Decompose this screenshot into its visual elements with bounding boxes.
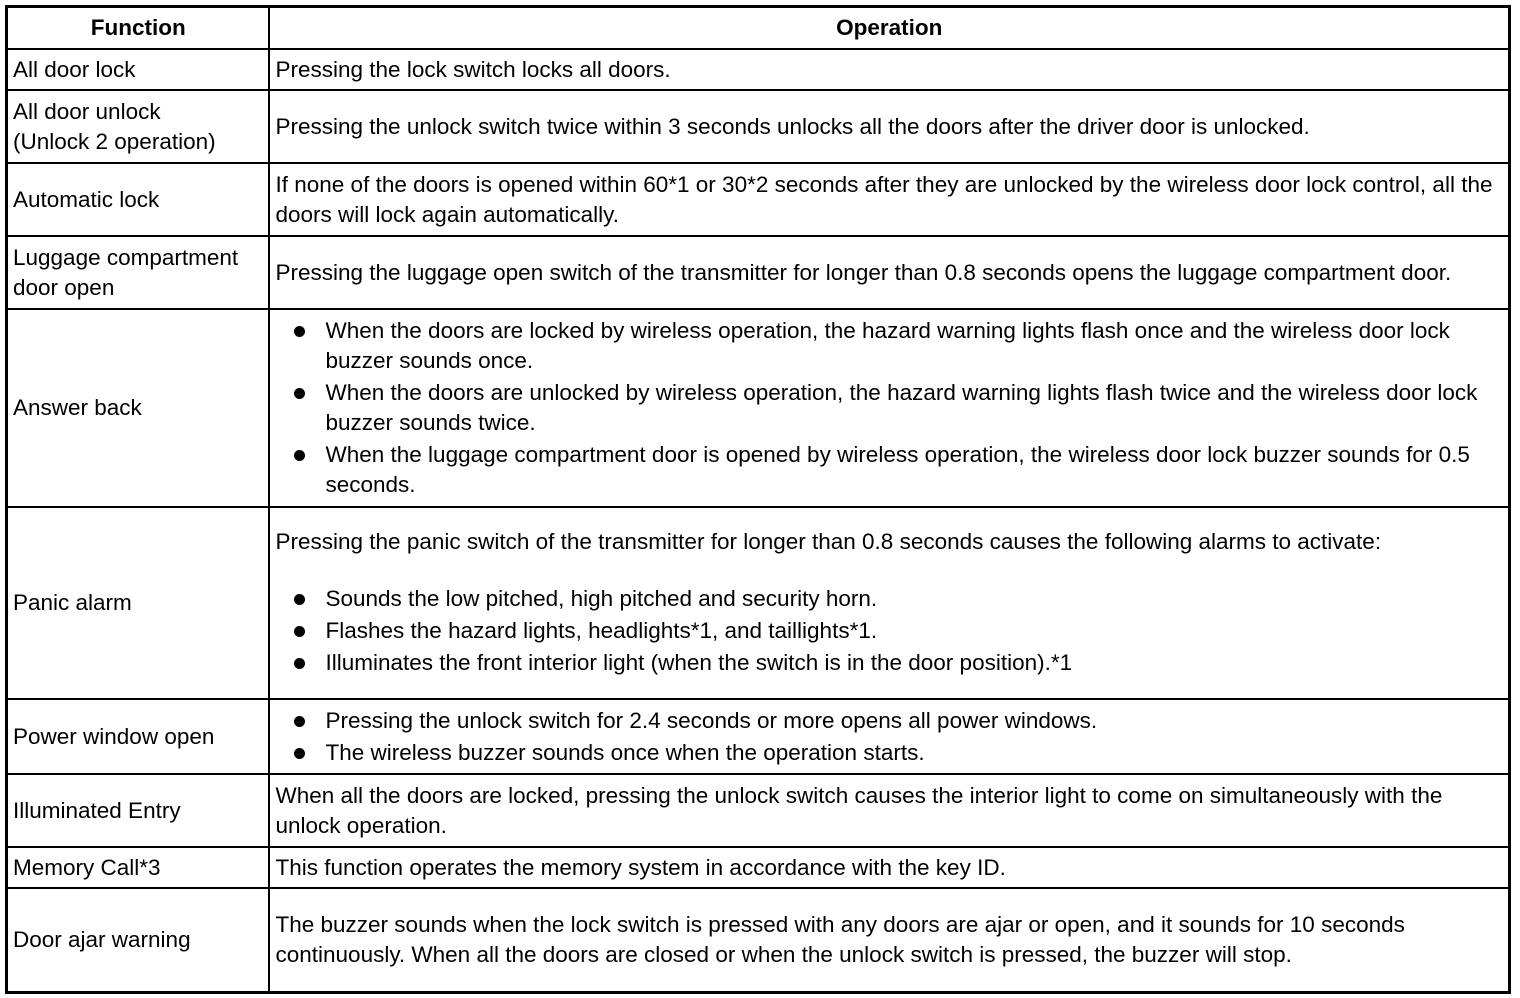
- table-row: [7, 49, 1510, 90]
- operation-cell: [269, 699, 1510, 774]
- bullet-item: Pressing the unlock switch for 2.4 seconds or more opens all power windows.: [326, 706, 1505, 736]
- operation-cell: If none of the doors is opened within 60*1 or 30*2 seconds after they are unlocked by the wireless door lock control, all the doors will lock again automatically.: [269, 163, 1510, 236]
- operation-cell: The buzzer sounds when the lock switch is pressed with any doors are ajar or open, and it sounds for 10 seconds continuously. When all the doors are closed or when the unlock switch is pressed, the buzzer will stop.: [269, 888, 1510, 992]
- function-operation-table: [5, 5, 1511, 994]
- table-row: [7, 90, 1510, 163]
- bullet-item: When the doors are unlocked by wireless operation, the hazard warning lights flash twice and the wireless door lock buzzer sounds twice.: [326, 378, 1505, 438]
- operation-cell: [269, 507, 1510, 699]
- function-cell: All door lock: [7, 49, 269, 90]
- table-row: [7, 888, 1510, 992]
- function-table-container: [5, 5, 1511, 994]
- bullet-list: [276, 584, 1505, 678]
- bullet-list: [276, 706, 1505, 768]
- function-line: All door unlock: [13, 98, 161, 124]
- bullet-item: Sounds the low pitched, high pitched and security horn.: [326, 584, 1505, 614]
- operation-cell: When all the doors are locked, pressing the unlock switch causes the interior light to come on simultaneously with the unlock operation.: [269, 774, 1510, 847]
- function-cell: Panic alarm: [7, 507, 269, 699]
- function-cell: Illuminated Entry: [7, 774, 269, 847]
- table-row: [7, 309, 1510, 507]
- function-cell: [7, 90, 269, 163]
- bullet-item: The wireless buzzer sounds once when the operation starts.: [326, 738, 1505, 768]
- table-row: [7, 236, 1510, 309]
- function-cell: Luggage compartment door open: [7, 236, 269, 309]
- function-cell: Power window open: [7, 699, 269, 774]
- function-cell: Answer back: [7, 309, 269, 507]
- operation-intro: Pressing the panic switch of the transmitter for longer than 0.8 seconds causes the following alarms to activate:: [275, 528, 1382, 554]
- bullet-item: When the luggage compartment door is opened by wireless operation, the wireless door lock buzzer sounds for 0.5 seconds.: [326, 440, 1505, 500]
- bullet-item: Illuminates the front interior light (when the switch is in the door position).*1: [326, 648, 1505, 678]
- bullet-item: When the doors are locked by wireless operation, the hazard warning lights flash once and the wireless door lock buzzer sounds once.: [326, 316, 1505, 376]
- header-operation: Operation: [269, 7, 1510, 50]
- header-function: Function: [7, 7, 269, 50]
- operation-cell: Pressing the luggage open switch of the transmitter for longer than 0.8 seconds opens the luggage compartment door.: [269, 236, 1510, 309]
- operation-cell: Pressing the unlock switch twice within 3 seconds unlocks all the doors after the driver door is unlocked.: [269, 90, 1510, 163]
- table-row: [7, 847, 1510, 888]
- operation-cell: Pressing the lock switch locks all doors.: [269, 49, 1510, 90]
- operation-cell: [269, 309, 1510, 507]
- function-line: (Unlock 2 operation): [13, 128, 216, 154]
- table-row: [7, 163, 1510, 236]
- bullet-list: [276, 316, 1505, 500]
- function-cell: Automatic lock: [7, 163, 269, 236]
- function-cell: Memory Call*3: [7, 847, 269, 888]
- function-cell: Door ajar warning: [7, 888, 269, 992]
- table-row: [7, 699, 1510, 774]
- operation-cell: This function operates the memory system in accordance with the key ID.: [269, 847, 1510, 888]
- table-row: [7, 774, 1510, 847]
- bullet-item: Flashes the hazard lights, headlights*1, and taillights*1.: [326, 616, 1505, 646]
- table-row: [7, 507, 1510, 699]
- header-row: [7, 7, 1510, 50]
